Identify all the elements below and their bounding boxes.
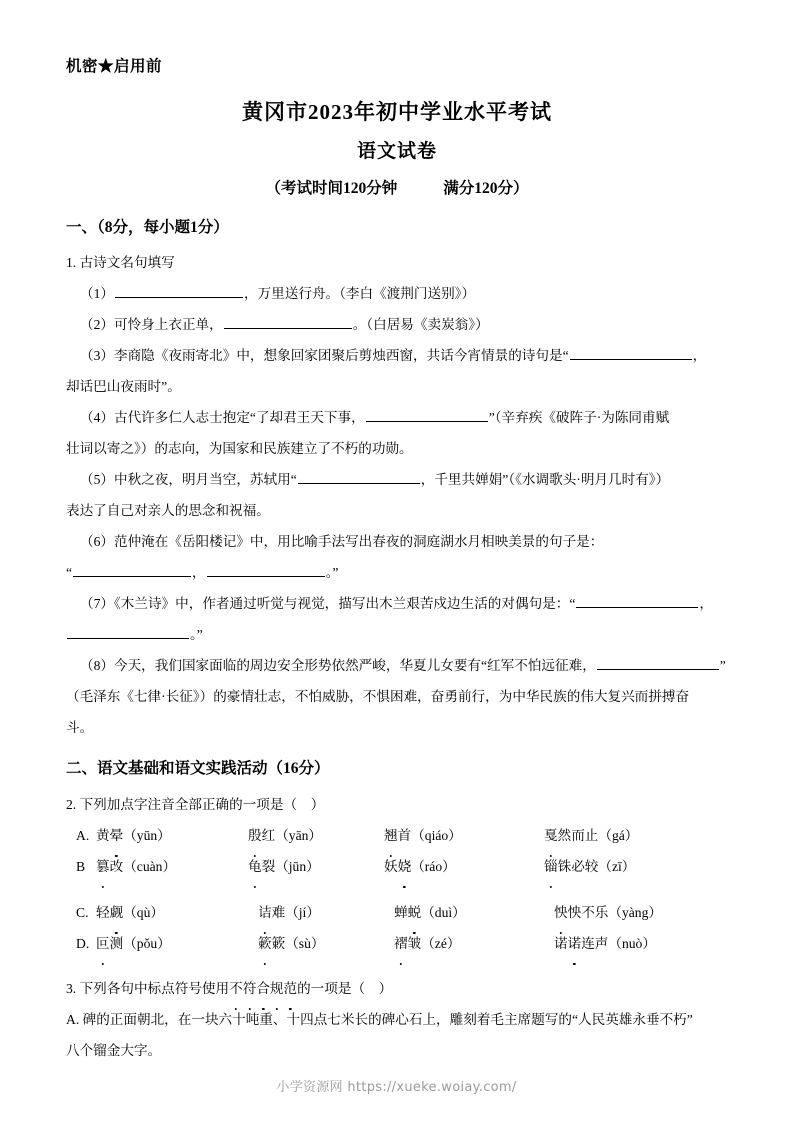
item-text: 范仲淹在《岳阳楼记》中，用比喻手法写出春夜的洞庭湖水月相映美景的句子是： xyxy=(113,534,604,550)
question-3-stem-mid: 的一项是（ xyxy=(297,981,366,997)
pinyin: （gá） xyxy=(598,828,639,844)
pinyin: （yān） xyxy=(275,828,323,844)
item-text: ” xyxy=(719,657,726,673)
option-row-b[interactable] xyxy=(76,852,728,883)
option-b-cell-1 xyxy=(96,852,248,883)
dotted-word: 诘难 xyxy=(258,905,285,920)
dotted-word: 蝉蜕 xyxy=(394,905,421,920)
dotted-word: 锱铢必较 xyxy=(544,859,598,874)
dotted-word: 诺诺连声 xyxy=(554,936,608,951)
question-2-stem-close: ） xyxy=(310,797,325,813)
option-a-cell-1 xyxy=(96,821,248,852)
option-b-cell-4 xyxy=(544,852,724,883)
option-b-cell-2 xyxy=(248,852,384,883)
question-3-option-a-line2: 八个镏金大字。 xyxy=(66,1043,162,1059)
dotted-word: 怏怏不乐 xyxy=(554,905,608,920)
question-1-item-5-line2: 表达了自己对亲人的思念和祝福。 xyxy=(66,503,270,519)
option-label-c: C. xyxy=(76,905,89,921)
dotted-word: 殷红 xyxy=(248,828,275,843)
question-3-stem xyxy=(66,974,728,1005)
page-subtitle: 语文试卷 xyxy=(356,140,437,162)
dotted-word: 龟裂 xyxy=(248,859,275,874)
fill-blank[interactable] xyxy=(67,624,189,639)
dotted-word: 篡改 xyxy=(96,859,123,874)
question-1-stem: 1. 古诗文名句填写 xyxy=(66,255,175,271)
item-text: 。” xyxy=(190,627,203,642)
dotted-word: 翘首 xyxy=(384,828,411,843)
option-row-d[interactable] xyxy=(76,929,728,960)
section-2-heading: 二、语文基础和语文实践活动（16分） xyxy=(66,759,330,777)
question-1-item-7 xyxy=(66,589,728,620)
pinyin: （zé） xyxy=(421,936,461,952)
dotted-word: 妖娆 xyxy=(384,859,411,874)
fill-blank[interactable] xyxy=(597,655,719,670)
pinyin: （duì） xyxy=(421,905,466,921)
option-label-a: A. xyxy=(66,1012,80,1028)
pinyin: （jūn） xyxy=(275,859,320,875)
question-1-item-4-line2: 壮词以寄之》）的志向，为国家和民族建立了不朽的功勋。 xyxy=(66,441,413,457)
question-1-item-3 xyxy=(66,341,728,372)
option-b-cell-3 xyxy=(384,852,544,883)
option-d-cell-4 xyxy=(554,929,734,960)
item-text: ”（辛弃疾《破阵子·为陈同甫赋 xyxy=(488,410,670,426)
fill-blank[interactable] xyxy=(224,315,352,330)
pinyin: （yūn） xyxy=(123,828,171,844)
item-text: ， xyxy=(192,565,206,581)
fill-blank[interactable] xyxy=(73,562,191,577)
option-d-cell-1 xyxy=(96,929,258,960)
option-c-cell-4 xyxy=(554,898,734,929)
pinyin: （sù） xyxy=(285,936,325,952)
dotted-word: 簌簌 xyxy=(258,936,285,951)
pinyin: （qiáo） xyxy=(411,828,462,844)
item-number: （5） xyxy=(80,472,114,488)
exam-time-label: （考试时间120分钟 xyxy=(265,179,398,197)
fill-blank[interactable] xyxy=(576,593,698,608)
fill-blank[interactable] xyxy=(366,408,488,423)
page-content xyxy=(66,58,728,1067)
option-d-cell-3 xyxy=(394,929,554,960)
dotted-word: 轻觑 xyxy=(96,905,123,920)
option-label-d: D. xyxy=(76,936,90,952)
option-a-cell-2 xyxy=(248,821,384,852)
fill-blank[interactable] xyxy=(115,284,243,299)
option-c-cell-2 xyxy=(258,898,394,929)
question-3-stem-close: ） xyxy=(378,981,393,997)
question-1-item-6 xyxy=(66,527,728,558)
item-text: ，万里送行舟。（李白《渡荆门送别》） xyxy=(243,286,476,302)
item-number: （7） xyxy=(80,596,114,612)
fill-blank[interactable] xyxy=(570,346,692,361)
pinyin: （nuò） xyxy=(608,936,656,952)
item-number: （6） xyxy=(80,534,114,550)
option-d-cell-2 xyxy=(258,929,394,960)
option-label-a: A. xyxy=(76,828,90,844)
pinyin: （qù） xyxy=(123,905,164,921)
pinyin: （zī） xyxy=(598,859,636,875)
item-text: 古代许多仁人志士抱定“了却君王天下事， xyxy=(113,410,365,426)
pinyin: （ráo） xyxy=(411,859,456,875)
question-1-item-8 xyxy=(66,651,728,682)
question-3-emphasis: 不符合规范 xyxy=(229,981,297,996)
question-1-item-8-line2: （毛泽东《七律·长征》）的豪情壮志，不怕威胁，不惧困难，奋勇前行，为中华民族的伟大复兴而拼搏奋 xyxy=(66,688,690,704)
dotted-word: 褶皱 xyxy=(394,936,421,951)
dotted-word: 叵测 xyxy=(96,936,123,951)
item-number: （3） xyxy=(80,348,114,364)
option-a-cell-4 xyxy=(544,821,724,852)
section-1-heading: 一、（8分，每小题1分） xyxy=(66,218,229,236)
question-1-item-4 xyxy=(66,403,728,434)
item-text: ， xyxy=(699,596,713,612)
answer-slot[interactable] xyxy=(365,981,379,996)
question-2-options xyxy=(76,821,728,960)
question-1-item-3-line2: 却话巴山夜雨时”。 xyxy=(66,379,181,395)
option-row-a[interactable] xyxy=(76,821,728,852)
item-text: ，千里共婵娟”（《水调歌头·明月几时有》） xyxy=(420,472,670,488)
item-text: 。” xyxy=(325,565,339,581)
dotted-word: 黄晕 xyxy=(96,828,123,843)
item-text: 中秋之夜，明月当空，苏轼用“ xyxy=(113,472,297,488)
question-1-item-2 xyxy=(66,310,728,341)
item-text: ， xyxy=(692,348,707,364)
question-1-item-7-line2 xyxy=(66,620,728,651)
question-3-stem-pre: 3. 下列各句中标点符号使用 xyxy=(66,981,230,997)
pinyin: （jí） xyxy=(285,905,320,921)
total-score-label: 满分120分） xyxy=(443,179,529,197)
fill-blank[interactable] xyxy=(298,469,420,484)
option-row-c[interactable] xyxy=(76,898,728,929)
option-c-cell-1 xyxy=(96,898,258,929)
question-2-stem-text: 2. 下列加点字注音全部正确的一项是（ xyxy=(66,797,298,813)
item-text: 李商隐《夜雨寄北》中，想象回家团聚后剪烛西窗，共话今宵情景的诗句是“ xyxy=(113,348,569,364)
site-watermark: 小学资源网 https://xueke.woiay.com/ xyxy=(276,1080,517,1095)
pinyin: （pǒu） xyxy=(123,936,171,952)
question-2-stem xyxy=(66,790,728,821)
item-number: （4） xyxy=(80,410,114,426)
question-1-item-5 xyxy=(66,465,728,496)
exam-meta xyxy=(66,179,728,199)
dotted-word: 戛然而止 xyxy=(544,828,598,843)
confidential-label: 机密★启用前 xyxy=(66,58,163,75)
item-text: 《木兰诗》中，作者通过听觉与视觉，描写出木兰艰苦戍边生活的对偶句是：“ xyxy=(113,596,576,612)
pinyin: （yàng） xyxy=(608,905,662,921)
pinyin: （cuàn） xyxy=(123,859,177,875)
question-1-item-6-blanks xyxy=(66,558,728,589)
option-a-text: 碑的正面朝北，在一块六十吨重、十四点七米长的碑心石上，雕刻着毛主席题写的“人民英雄永垂不朽” xyxy=(82,1012,693,1028)
page-title: 黄冈市2023年初中学业水平考试 xyxy=(242,99,552,124)
item-number: （8） xyxy=(80,657,114,673)
item-text: 今天，我们国家面临的周边安全形势依然严峻，华夏儿女要有“红军不怕远征难， xyxy=(113,657,596,673)
question-3-option-a[interactable] xyxy=(66,1005,728,1036)
fill-blank[interactable] xyxy=(207,562,325,577)
option-a-cell-3 xyxy=(384,821,544,852)
option-spacer xyxy=(76,883,728,898)
option-c-cell-3 xyxy=(394,898,554,929)
item-number: （1） xyxy=(80,286,114,302)
open-quote: “ xyxy=(66,565,73,581)
item-text: 可怜身上衣正单， xyxy=(113,317,223,333)
answer-slot[interactable] xyxy=(297,797,311,812)
option-label-b: B xyxy=(76,859,86,875)
question-1-item-1 xyxy=(66,279,728,310)
item-number: （2） xyxy=(80,317,114,333)
question-1-item-8-line3: 斗。 xyxy=(66,719,94,735)
item-text: 。（白居易《卖炭翁》） xyxy=(352,317,489,333)
